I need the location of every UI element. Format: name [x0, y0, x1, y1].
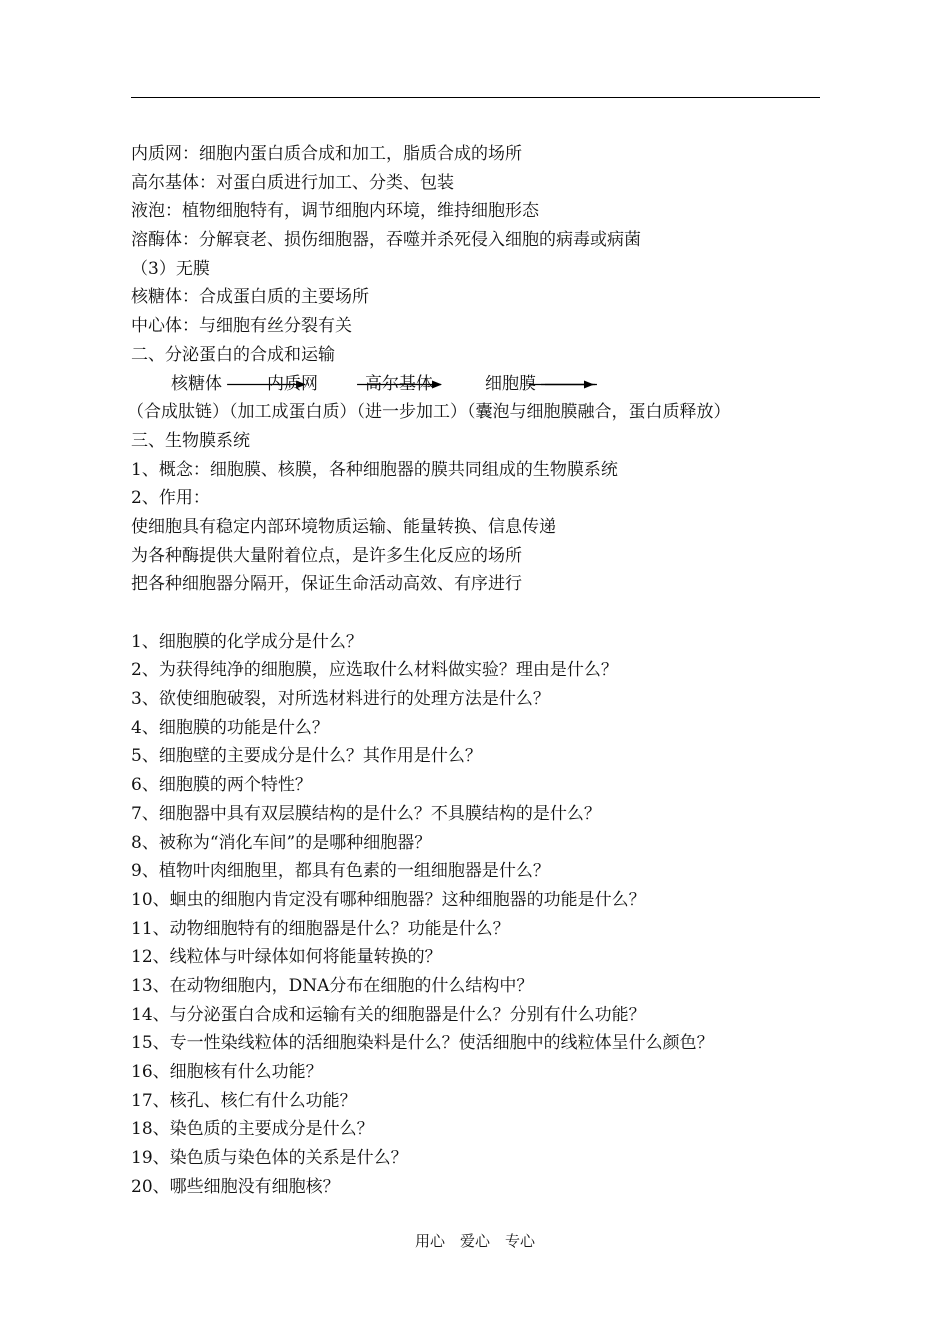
membrane-function-item: 使细胞具有稳定内部环境物质运输、能量转换、信息传递 — [131, 516, 556, 537]
question-item: 1、细胞膜的化学成分是什么？ — [131, 631, 363, 652]
question-item: 2、为获得纯净的细胞膜，应选取什么材料做实验？理由是什么？ — [131, 660, 618, 681]
question-item: 17、核孔、核仁有什么功能？ — [131, 1090, 357, 1111]
membrane-function-heading: 2、作用： — [131, 488, 210, 509]
section-heading-secretory-protein: 二、分泌蛋白的合成和运输 — [131, 344, 335, 365]
note-line: 高尔基体：对蛋白质进行加工、分类、包装 — [131, 172, 454, 193]
flow-stage-golgi: 高尔基体 — [365, 373, 433, 394]
question-item: 13、在动物细胞内，DNA分布在细胞的什么结构中？ — [131, 975, 534, 996]
question-item: 9、植物叶肉细胞里，都具有色素的一组细胞器是什么？ — [131, 861, 550, 882]
flow-stage-cell-membrane: 细胞膜 — [485, 373, 536, 394]
secretion-flow-diagram — [131, 370, 831, 399]
question-item: 8、被称为“消化车间”的是哪种细胞器？ — [131, 832, 432, 853]
question-item: 15、专一性染线粒体的活细胞染料是什么？使活细胞中的线粒体呈什么颜色？ — [131, 1033, 714, 1054]
question-item: 11、动物细胞特有的细胞器是什么？功能是什么？ — [131, 918, 510, 939]
question-item: 3、欲使细胞破裂，对所选材料进行的处理方法是什么？ — [131, 689, 550, 710]
question-item: 20、哪些细胞没有细胞核？ — [131, 1176, 340, 1197]
question-item: 14、与分泌蛋白合成和运输有关的细胞器是什么？分别有什么功能？ — [131, 1004, 646, 1025]
document-body — [127, 140, 831, 1201]
note-line: 内质网：细胞内蛋白质合成和加工，脂质合成的场所 — [131, 144, 522, 164]
flow-stage-ribosome: 核糖体 — [171, 373, 222, 394]
subheading-no-membrane: （3）无膜 — [131, 258, 210, 279]
note-line: 中心体：与细胞有丝分裂有关 — [131, 316, 352, 337]
membrane-concept: 1、概念：细胞膜、核膜，各种细胞器的膜共同组成的生物膜系统 — [131, 459, 618, 480]
question-item: 10、蛔虫的细胞内肯定没有哪种细胞器？这种细胞器的功能是什么？ — [131, 889, 646, 910]
question-item: 4、细胞膜的功能是什么？ — [131, 717, 329, 738]
flow-arrows — [131, 370, 831, 399]
question-item: 7、细胞器中具有双层膜结构的是什么？不具膜结构的是什么？ — [131, 803, 601, 824]
question-item: 5、细胞壁的主要成分是什么？其作用是什么？ — [131, 746, 482, 767]
note-line: 溶酶体：分解衰老、损伤细胞器，吞噬并杀死侵入细胞的病毒或病菌 — [131, 230, 641, 251]
question-item: 19、染色质与染色体的关系是什么？ — [131, 1148, 408, 1169]
question-item: 18、染色质的主要成分是什么？ — [131, 1119, 374, 1140]
note-line: 核糖体：合成蛋白质的主要场所 — [131, 287, 369, 308]
question-list — [131, 628, 831, 1202]
note-line: 液泡：植物细胞特有，调节细胞内环境，维持细胞形态 — [131, 201, 539, 222]
header-rule — [131, 97, 820, 98]
membrane-system-section — [131, 427, 831, 599]
question-item: 12、线粒体与叶绿体如何将能量转换的？ — [131, 947, 442, 968]
question-item: 16、细胞核有什么功能？ — [131, 1062, 323, 1082]
section-heading-membrane-system: 三、生物膜系统 — [131, 430, 250, 451]
flow-stage-er: 内质网 — [267, 373, 318, 394]
membrane-function-item: 为各种酶提供大量附着位点，是许多生化反应的场所 — [131, 545, 522, 566]
organelle-notes — [131, 140, 831, 370]
question-item: 6、细胞膜的两个特性？ — [131, 775, 312, 796]
page-footer: 用心 爱心 专心 — [414, 1232, 535, 1250]
blank-line — [131, 599, 831, 628]
membrane-function-item: 把各种细胞器分隔开，保证生命活动高效、有序进行 — [131, 574, 522, 595]
flow-stage-notes: （合成肽链）（加工成蛋白质）（进一步加工）（囊泡与细胞膜融合，蛋白质释放） — [127, 402, 731, 423]
